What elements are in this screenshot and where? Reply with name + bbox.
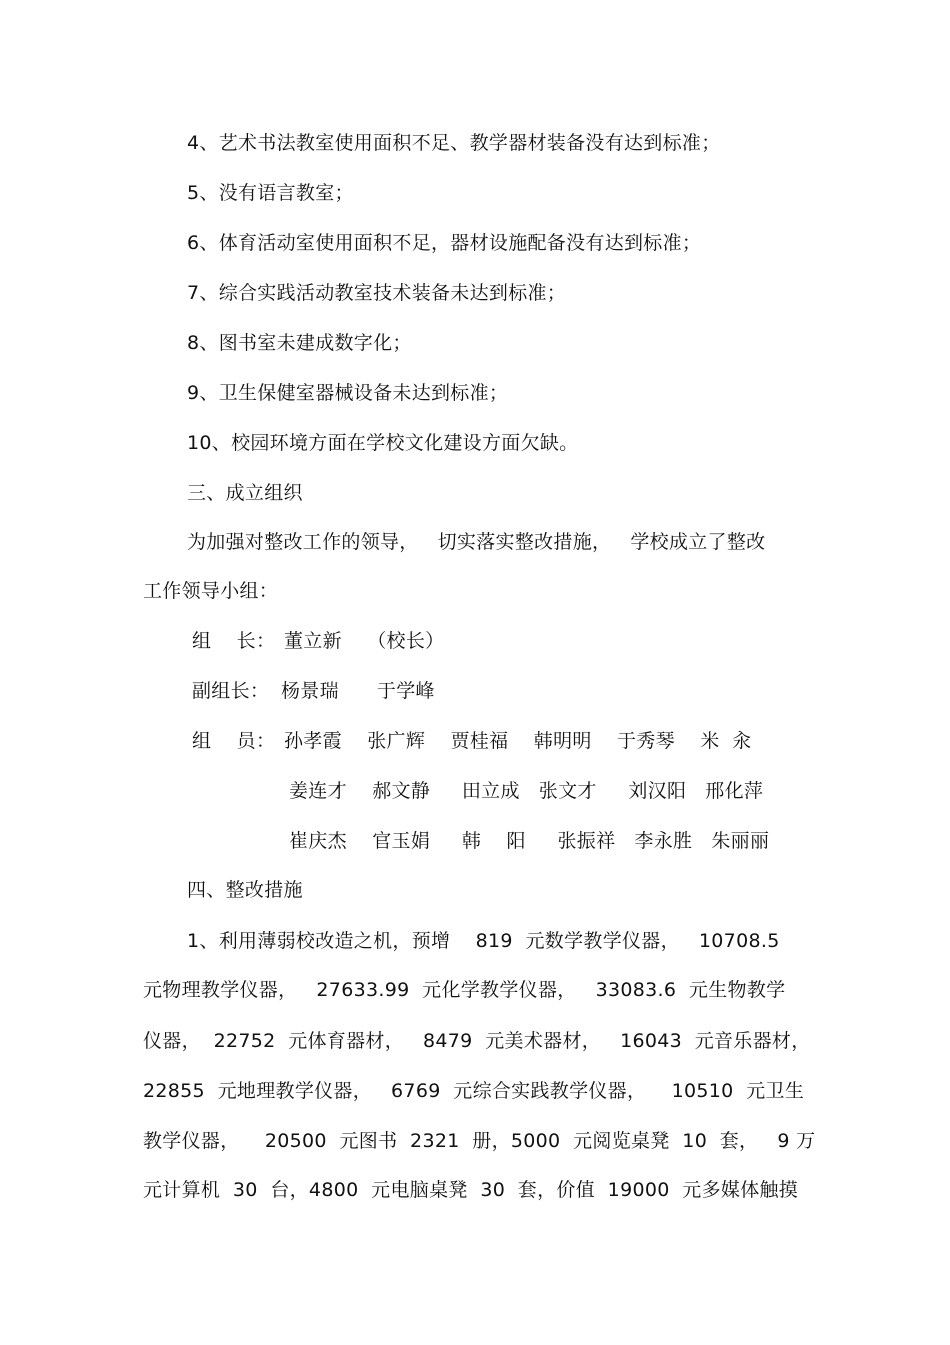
paragraph-line: 工作领导小组：: [143, 580, 279, 602]
section-heading-organization: 三、成立组织: [187, 482, 303, 504]
list-item-7: 7、综合实践活动教室技术装备未达到标准；: [187, 282, 567, 304]
section-heading-measures: 四、整改措施: [187, 879, 303, 901]
list-item-4: 4、艺术书法教室使用面积不足、教学器材装备没有达到标准；: [187, 132, 721, 154]
list-item-5: 5、没有语言教室；: [187, 182, 354, 204]
list-item-6: 6、体育活动室使用面积不足，器材设施配备没有达到标准；: [187, 232, 702, 254]
paragraph-line: 教学仪器， 20500 元图书 2321 册，5000 元阅览桌凳 10 套， 9 万: [143, 1130, 816, 1152]
paragraph-line: 元物理教学仪器， 27633.99 元化学教学仪器， 33083.6 元生物教学: [143, 979, 786, 1001]
paragraph-line: 为加强对整改工作的领导， 切实落实整改措施， 学校成立了整改: [187, 531, 766, 553]
members-row: 孙孝霞 张广辉 贾桂福 韩明明 于秀琴 米 汆: [284, 730, 752, 752]
list-item-10: 10、校园环境方面在学校文化建设方面欠缺。: [187, 432, 579, 454]
members-row: 姜连才 郝文静 田立成 张文才 刘汉阳 邢化萍: [289, 780, 764, 802]
paragraph-line: 1、利用薄弱校改造之机，预增 819 元数学教学仪器， 10708.5: [187, 930, 780, 952]
leader-label: 组 长：: [192, 630, 276, 652]
list-item-9: 9、卫生保健室器械设备未达到标准；: [187, 382, 509, 404]
paragraph-line: 元计算机 30 台，4800 元电脑桌凳 30 套，价值 19000 元多媒体触摸: [143, 1179, 799, 1201]
list-item-8: 8、图书室未建成数字化；: [187, 332, 412, 354]
paragraph-line: 仪器， 22752 元体育器材， 8479 元美术器材， 16043 元音乐器材，: [143, 1030, 811, 1052]
deputy-value: 杨景瑞 于学峰: [281, 680, 435, 702]
leader-value: 董立新 （校长）: [284, 630, 445, 652]
members-label: 组 员：: [192, 730, 276, 752]
members-row: 崔庆杰 官玉娟 韩 阳 张振祥 李永胜 朱丽丽: [289, 830, 770, 852]
paragraph-line: 22855 元地理教学仪器， 6769 元综合实践教学仪器， 10510 元卫生: [143, 1080, 805, 1102]
deputy-label: 副组长：: [192, 680, 270, 702]
